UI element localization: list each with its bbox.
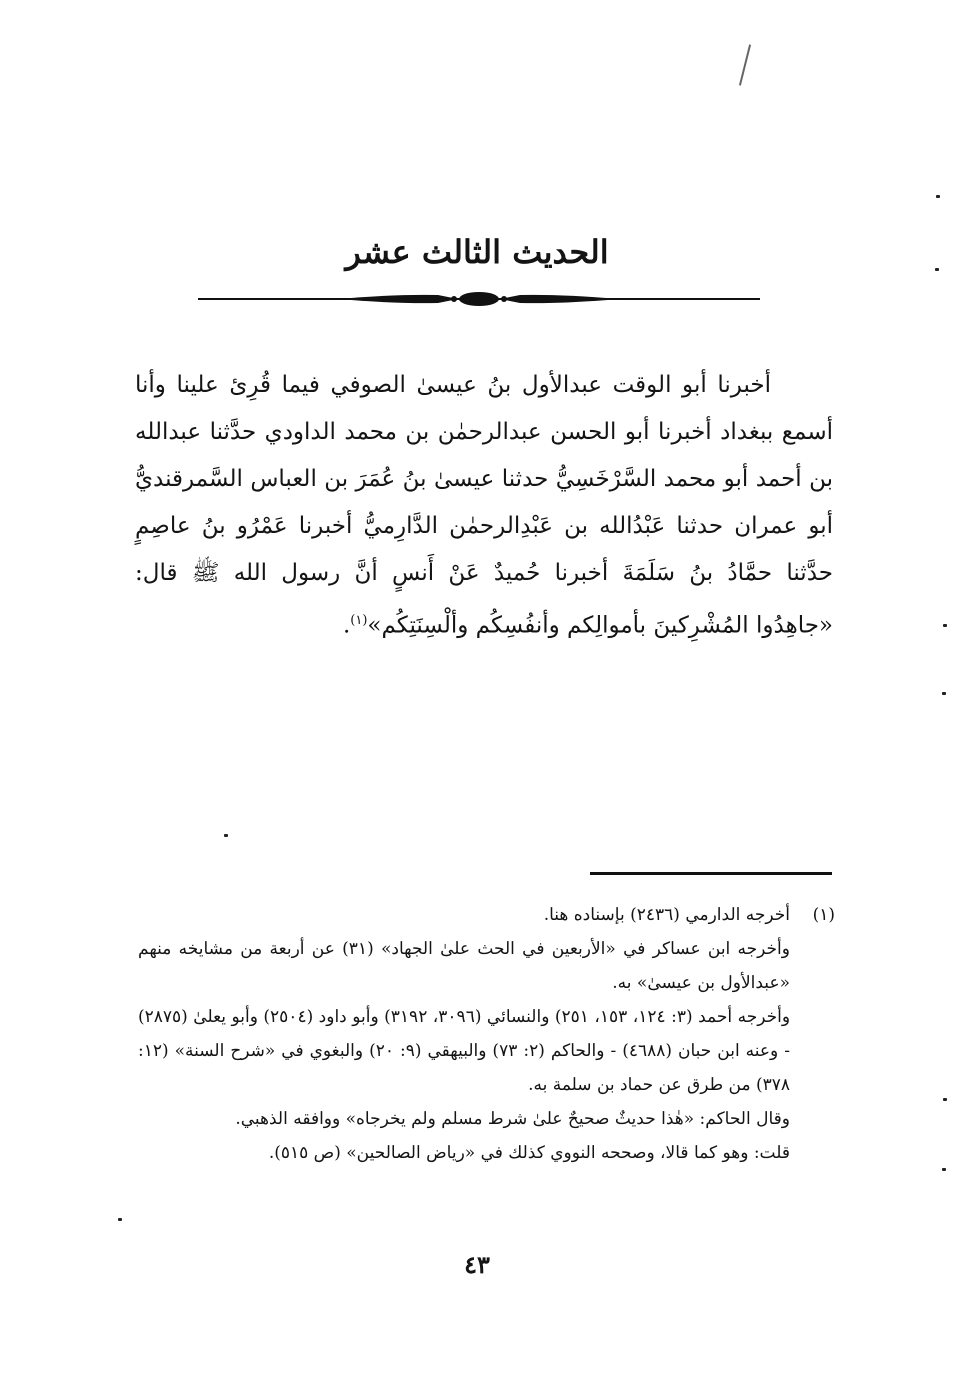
title-ornament-divider <box>198 286 760 312</box>
scan-speck <box>942 1168 946 1171</box>
footnote-reference: (١) <box>350 613 368 628</box>
hadith-end-mark: . <box>342 612 351 639</box>
footnote-line: وأخرجه ابن عساكر في «الأربعين في الحث علىٰ الجهاد» (٣١) عن أربعة من مشايخه منهم «عبدالأول بن عيسىٰ» به. <box>138 939 790 993</box>
hadith-text: أخبرنا أبو الوقت عبدالأول بنُ عيسىٰ الصوفي فيما قُرِئ علينا وأنا أسمع ببغداد أخبرنا أبو الحسن عبدالرحمٰن بن محمد الداودي حدَّثنا عبدالله بن أحمد أبو محمد السَّرْخَسِيُّ حدثنا عيسىٰ بنُ عُمَرَ بن العباس السَّمرقنديُّ أبو عمران حدثنا عَبْدُالله بن عَبْدِالرحمٰن الدَّارِميُّ أخبرنا عَمْرُو بنُ عاصِمٍ حدَّثنا حمَّادُ بنُ سَلَمَةَ أخبرنا حُميدٌ عَنْ أَنسٍ أنَّ رسول الله ﷺ قال: «جاهِدُوا المُشْرِكينَ بأموالِكم وأنفُسِكُم وألْسِنَتِكُم» <box>135 372 833 639</box>
footnote-line <box>138 898 835 932</box>
scan-speck <box>936 195 940 198</box>
footnotes-block <box>138 898 835 1170</box>
hadith-text-block <box>135 362 833 650</box>
footnote-line: وأخرجه أحمد (٣: ١٢٤، ١٥٣، ٢٥١) والنسائي (٣٠٩٦، ٣١٩٢) وأبو داود (٢٥٠٤) وأبو يعلىٰ (٢٨٧٥) - وعنه ابن حبان (٤٦٨٨) - والحاكم (٢: ٧٣) والبيهقي (٩: ٢٠) والبغوي في «شرح السنة» (١٢: ٣٧٨) من طرق عن حماد بن سلمة به. <box>138 1007 791 1095</box>
hadith-paragraph <box>135 362 833 650</box>
scan-speck <box>935 268 939 271</box>
scan-speck <box>943 624 947 627</box>
footnote-text: أخرجه الدارمي (٢٤٣٦) بإسناده هنا. <box>543 905 790 925</box>
scan-speck <box>224 834 228 837</box>
scan-speck <box>118 1218 122 1221</box>
footnote-separator <box>590 872 832 875</box>
footnote-line: وقال الحاكم: «هٰذا حديثٌ صحيحٌ علىٰ شرط مسلم ولم يخرجاه» ووافقه الذهبي. <box>235 1109 790 1129</box>
scan-speck <box>943 1098 947 1101</box>
chapter-title: الحديث الثالث عشر <box>345 233 609 272</box>
scan-artifact-line <box>739 44 751 85</box>
scan-speck <box>942 692 946 695</box>
page-number: ٤٣ <box>464 1250 490 1279</box>
footnote-number: (١) <box>812 905 835 925</box>
footnote-line: قلت: وهو كما قالا، وصححه النووي كذلك في «رياض الصالحين» (ص ٥١٥). <box>268 1143 790 1163</box>
